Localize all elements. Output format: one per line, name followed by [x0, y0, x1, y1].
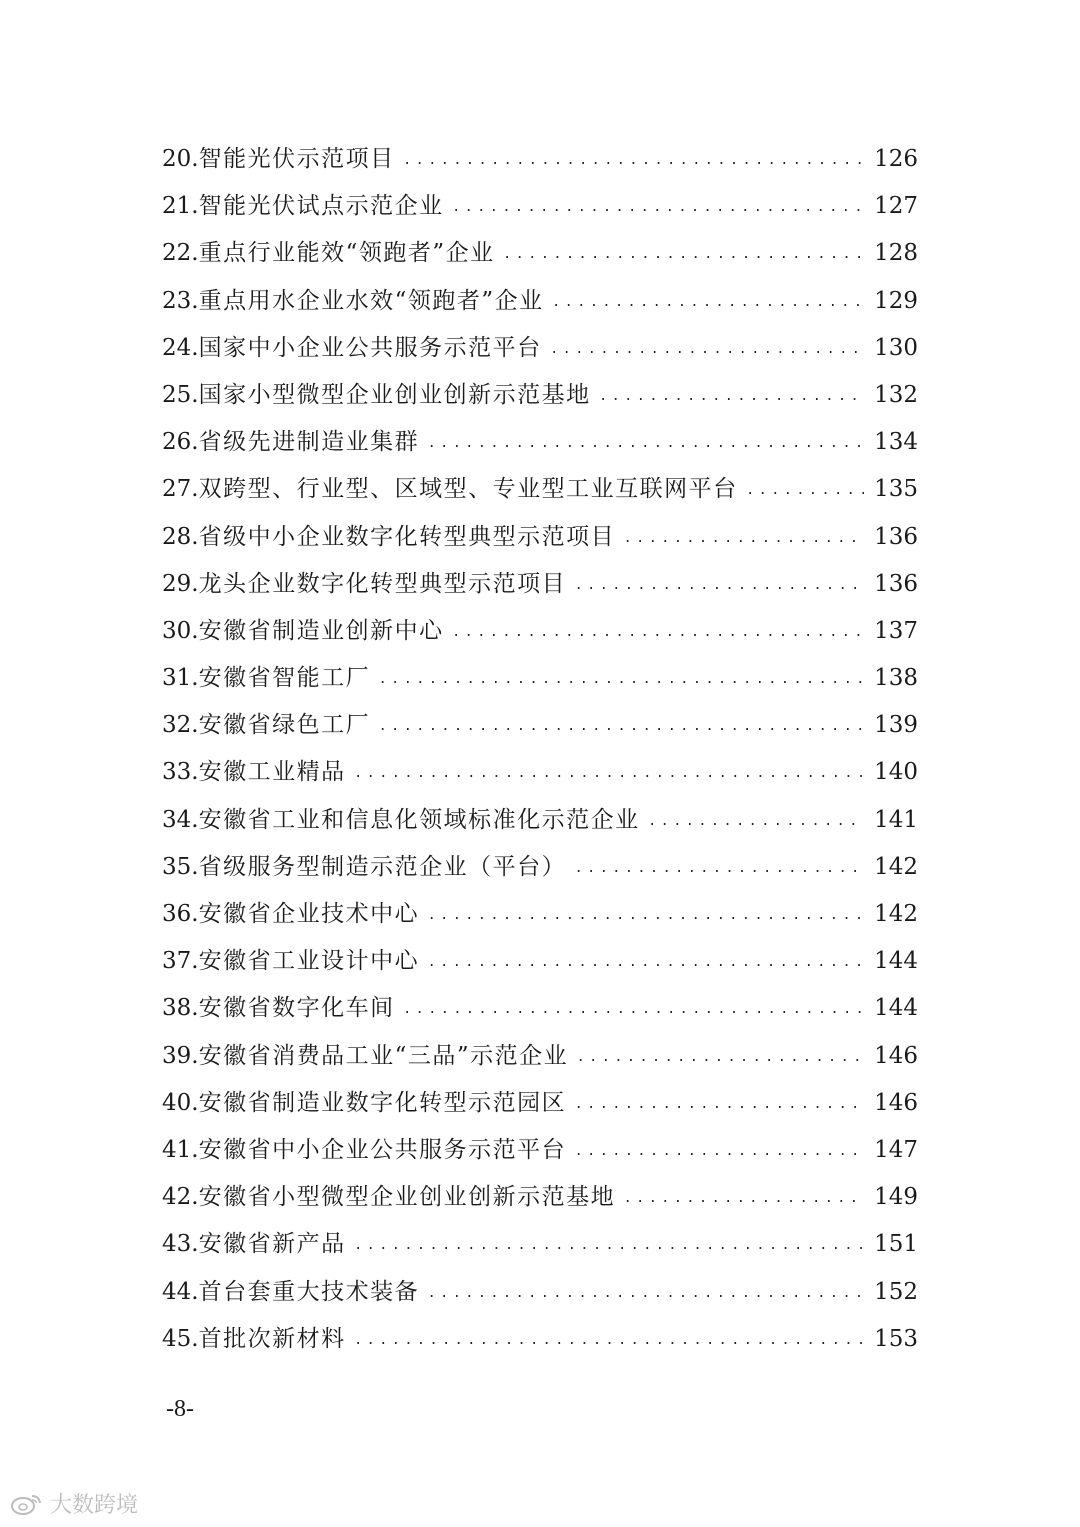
toc-entry — [162, 844, 918, 891]
toc-entry-page: 134 — [874, 429, 918, 456]
toc-dot-leader — [429, 937, 864, 984]
toc-entry — [162, 1033, 918, 1080]
toc-dot-leader — [576, 560, 864, 607]
toc-dot-leader — [429, 890, 864, 937]
toc-dot-leader — [356, 748, 865, 795]
toc-entry-page: 146 — [874, 1042, 918, 1069]
toc-entry — [162, 466, 918, 513]
toc-entry-title: 安徽省数字化车间 — [198, 995, 395, 1022]
toc-entry-page: 136 — [874, 523, 918, 550]
toc-entry-number: 42. — [162, 1184, 199, 1211]
toc-entry-page: 140 — [874, 759, 918, 786]
toc-entry-page: 138 — [874, 665, 918, 692]
toc-entry-number: 44. — [162, 1278, 199, 1305]
toc-dot-leader — [356, 1220, 865, 1267]
toc-entry-page: 139 — [874, 712, 918, 739]
toc-entry-number: 28. — [162, 523, 199, 550]
toc-entry — [162, 278, 918, 325]
toc-entry — [162, 183, 918, 230]
toc-entry-number: 26. — [162, 429, 199, 456]
toc-entry-page: 129 — [874, 287, 918, 314]
toc-entry-number: 22. — [162, 240, 199, 267]
toc-entry-number: 23. — [162, 287, 199, 314]
toc-dot-leader — [625, 1173, 864, 1220]
toc-entry-title: 智能光伏示范项目 — [198, 146, 395, 172]
toc-dot-leader — [429, 1268, 864, 1315]
toc-entry-number: 29. — [162, 570, 199, 597]
toc-entry-page: 144 — [874, 995, 918, 1022]
toc-entry-page: 142 — [874, 901, 918, 927]
toc-dot-leader — [576, 1079, 864, 1126]
toc-entry-page: 135 — [874, 476, 918, 503]
toc-entry-page: 149 — [874, 1184, 918, 1211]
toc-entry-title: 安徽省消费品工业“三品”示范企业 — [198, 1042, 569, 1069]
toc-entry-page: 141 — [874, 806, 918, 833]
toc-entry — [162, 419, 918, 466]
weibo-like-logo-icon — [10, 1491, 44, 1517]
toc-entry — [162, 702, 918, 749]
toc-entry-title: 安徽省制造业数字化转型示范园区 — [198, 1089, 567, 1116]
toc-entry-title: 省级服务型制造示范企业（平台） — [198, 853, 567, 880]
table-of-contents — [162, 136, 918, 1363]
toc-dot-leader — [380, 701, 864, 748]
toc-entry-number: 38. — [162, 995, 199, 1022]
watermark-text: 大数跨境 — [50, 1493, 139, 1518]
toc-entry-number: 27. — [162, 476, 199, 503]
toc-entry-page: 136 — [874, 570, 918, 597]
toc-entry-title: 安徽省工业和信息化领域标准化示范企业 — [198, 806, 640, 833]
toc-entry-page: 137 — [874, 617, 918, 644]
toc-entry-title: 安徽省中小企业公共服务示范平台 — [198, 1136, 567, 1163]
toc-entry-title: 安徽省工业设计中心 — [198, 948, 420, 975]
toc-dot-leader — [454, 607, 865, 654]
toc-entry — [162, 514, 918, 561]
toc-entry-page: 142 — [874, 853, 918, 880]
toc-entry — [162, 372, 918, 419]
toc-entry-title: 省级中小企业数字化转型典型示范项目 — [198, 523, 616, 550]
toc-entry-title: 龙头企业数字化转型典型示范项目 — [198, 570, 567, 597]
toc-entry-number: 37. — [162, 948, 199, 975]
toc-entry-title: 国家中小企业公共服务示范平台 — [198, 334, 542, 361]
toc-dot-leader — [454, 182, 865, 229]
toc-entry-title: 智能光伏试点示范企业 — [198, 193, 444, 220]
toc-entry-page: 146 — [874, 1089, 918, 1116]
toc-entry-title: 首批次新材料 — [198, 1325, 346, 1352]
toc-entry — [162, 749, 918, 796]
toc-entry-number: 43. — [162, 1231, 199, 1258]
toc-entry — [162, 136, 918, 183]
toc-entry — [162, 938, 918, 985]
toc-dot-leader — [380, 654, 864, 701]
toc-entry-title: 国家小型微型企业创业创新示范基地 — [198, 381, 591, 408]
toc-entry-title: 安徽工业精品 — [198, 759, 346, 786]
toc-entry-page: 126 — [874, 146, 918, 172]
toc-entry — [162, 1174, 918, 1221]
toc-dot-leader — [625, 513, 864, 560]
toc-entry-number: 36. — [162, 901, 199, 927]
toc-entry-title: 重点行业能效“领跑者”企业 — [198, 240, 495, 267]
toc-entry-title: 安徽省制造业创新中心 — [198, 617, 444, 644]
toc-dot-leader — [650, 796, 865, 843]
toc-entry-title: 安徽省智能工厂 — [198, 665, 371, 692]
toc-entry-number: 20. — [162, 146, 199, 172]
toc-entry — [162, 230, 918, 277]
toc-dot-leader — [576, 1126, 864, 1173]
toc-dot-leader — [356, 1315, 865, 1362]
toc-entry — [162, 655, 918, 702]
toc-entry-number: 21. — [162, 193, 199, 220]
toc-entry-title: 安徽省绿色工厂 — [198, 712, 371, 739]
toc-entry — [162, 1316, 918, 1363]
toc-dot-leader — [576, 843, 864, 890]
toc-entry — [162, 797, 918, 844]
toc-entry-page: 152 — [874, 1278, 918, 1305]
toc-dot-leader — [405, 984, 865, 1031]
toc-entry-number: 24. — [162, 334, 199, 361]
toc-dot-leader — [429, 418, 864, 465]
toc-entry-number: 45. — [162, 1325, 199, 1352]
toc-entry-number: 40. — [162, 1089, 199, 1116]
toc-entry-number: 33. — [162, 759, 199, 786]
toc-entry-title: 省级先进制造业集群 — [198, 429, 420, 456]
toc-dot-leader — [552, 324, 865, 371]
toc-entry — [162, 608, 918, 655]
toc-dot-leader — [748, 465, 865, 512]
toc-entry — [162, 1127, 918, 1174]
toc-entry-number: 32. — [162, 712, 199, 739]
toc-entry — [162, 1269, 918, 1316]
page-number: -8- — [166, 1396, 194, 1422]
toc-entry-page: 151 — [874, 1231, 918, 1258]
toc-entry-page: 128 — [874, 240, 918, 267]
toc-entry-title: 安徽省新产品 — [198, 1231, 346, 1258]
toc-entry-number: 25. — [162, 381, 199, 408]
toc-entry — [162, 891, 918, 938]
toc-entry-title: 安徽省小型微型企业创业创新示范基地 — [198, 1184, 616, 1211]
toc-dot-leader — [405, 135, 865, 182]
toc-entry — [162, 1221, 918, 1268]
toc-dot-leader — [601, 371, 865, 418]
toc-entry — [162, 1080, 918, 1127]
toc-entry-number: 31. — [162, 665, 199, 692]
toc-entry — [162, 561, 918, 608]
toc-entry-number: 34. — [162, 806, 199, 833]
toc-entry-page: 153 — [874, 1325, 918, 1352]
toc-entry — [162, 985, 918, 1032]
toc-entry-title: 重点用水企业水效“领跑者”企业 — [198, 287, 544, 314]
watermark — [10, 1488, 138, 1519]
toc-entry-number: 35. — [162, 853, 199, 880]
toc-dot-leader — [554, 277, 864, 324]
toc-dot-leader — [505, 229, 864, 276]
toc-entry-page: 130 — [874, 334, 918, 361]
toc-dot-leader — [578, 1032, 864, 1079]
toc-entry-page: 144 — [874, 948, 918, 975]
toc-entry-page: 132 — [874, 381, 918, 408]
toc-entry — [162, 325, 918, 372]
toc-entry-page: 127 — [874, 193, 918, 220]
toc-entry-number: 39. — [162, 1042, 199, 1069]
toc-entry-title: 首台套重大技术装备 — [198, 1278, 420, 1305]
toc-entry-number: 41. — [162, 1136, 199, 1163]
toc-entry-title: 安徽省企业技术中心 — [198, 901, 420, 927]
toc-entry-page: 147 — [874, 1136, 918, 1163]
toc-entry-title: 双跨型、行业型、区域型、专业型工业互联网平台 — [198, 476, 738, 503]
toc-entry-number: 30. — [162, 617, 199, 644]
